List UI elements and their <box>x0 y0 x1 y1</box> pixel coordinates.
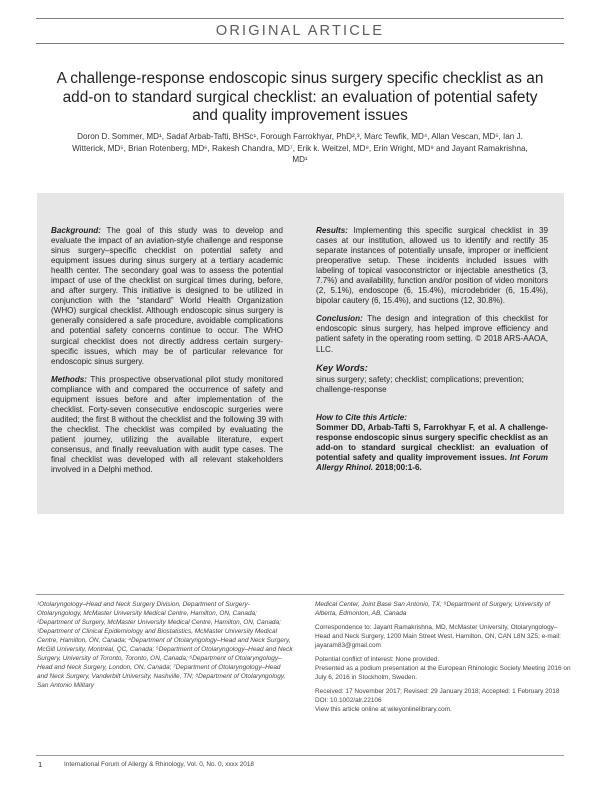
conflict-note: Potential conflict of interest: None provided. <box>315 655 440 663</box>
author-list: Doron D. Sommer, MD¹, Sadaf Arbab-Tafti, BHSc¹, Forough Farrokhyar, PhD²,³, Marc Tewfik, MD⁴, Allan Vescan, MD⁵, Ian J. Witterick, MD⁵, Brian Rotenberg, MD⁶, Rakesh Chandra, MD⁷, Erik k. Weitzel, MD⁸, Erin Wright, MD⁹ and Jayant Ramakrishna, MD¹ <box>72 132 528 165</box>
correspondence-note: Correspondence to: Jayant Ramakrishna, MD, McMaster University, Otolaryngology–Head and Neck Surgery, 1200 Main Street West, Hamilton, ON, CAN L8N 3Z5; e-mail: jayaram83@gmail.com <box>315 623 561 649</box>
footer-divider <box>36 755 564 756</box>
doi-note: DOI: 10.1002/alr.22106 <box>315 696 382 704</box>
abstract-right-column <box>316 226 548 473</box>
keywords-text: sinus surgery; safety; checklist; complications; prevention; challenge-response <box>316 374 524 394</box>
abstract-left-column <box>51 226 283 483</box>
received-dates: Received: 17 November 2017; Revised: 29 January 2018; Accepted: 1 February 2018 <box>315 687 560 695</box>
results-section <box>316 226 548 306</box>
citation-body: Sommer DD, Arbab-Tafti S, Farrokhyar F, et al. A challenge-response endoscopic sinus surgery specific checklist as an add-on to standard surgical checklist: an evaluation of potential safety and quality improvement issues. <box>316 422 548 462</box>
conclusion-section <box>316 314 548 354</box>
journal-footer: International Forum of Allergy & Rhinology, Vol. 0, No. 0, xxxx 2018 <box>64 761 254 768</box>
keywords-label: Key Words: <box>316 361 368 373</box>
page-number: 1 <box>38 760 43 769</box>
article-type-banner <box>36 18 564 44</box>
article-title: A challenge-response endoscopic sinus surgery specific checklist as an add-on to standard surgical checklist: an evaluation of potential safety and quality improvement issues <box>56 70 544 124</box>
citation-journal: Int Forum Allergy Rhinol. <box>316 452 548 472</box>
conclusion-label: Conclusion: <box>316 314 363 324</box>
results-text: Implementing this specific surgical checklist in 39 cases at our institution, allowed us to identify and rectify 35 separate instances of potentially unsafe, improper or inefficient preoperative setup. These incidents included issues with labeling of topical vasoconstrictor or injectable anesthetics (3, 7.7%) and availability, function and/or position of video monitors (2, 5.1%), endoscope (6, 15.4%), microdebrider (6, 15.4%), bipolar cautery (6, 15.4%), and suctions (12, 30.8%). <box>316 226 548 306</box>
affiliations-continued: Medical Center, Joint Base San Antonio, TX; ⁹Department of Surgery, University of Alberta, Edmonton, AB, Canada <box>315 601 551 617</box>
footnote-divider <box>36 594 564 595</box>
article-type-label: ORIGINAL ARTICLE <box>215 23 385 39</box>
citation-tail: 2018;00:1-6. <box>373 462 422 472</box>
affiliations-footnote: ¹Otolaryngology–Head and Neck Surgery Division, Department of Surgery-Otolaryngology, McMaster University Medical Centre, Hamilton, ON, Canada; ²Department of Surgery, McMaster University Medical Centre, Hamilton, ON, Canada; ³Department of Clinical Epidemiology and Biostatistics, McMaster University Medical Centre, Hamilton, ON, Canada; ⁴Department of Otolaryngology–Head and Neck Surgery, McGill University, Montréal, QC, Canada; ⁵Department of Otolaryngology–Head and Neck Surgery, University of Toronto, Toronto, ON, Canada; ⁶Department of Otolaryngology–Head and Neck Surgery, London, ON, Canada; ⁷Department of Otolaryngology–Head and Neck Surgery, Vanderbilt University, Nashville, TN; ⁸Department of Otolaryngology, San Antonio Military <box>37 601 293 689</box>
abstract-box <box>37 193 564 514</box>
conclusion-text: The design and integration of this checklist for endoscopic sinus surgery, has helped improve efficiency and patient safety in the operating room setting. © 2018 ARS-AAOA, LLC. <box>316 314 548 354</box>
background-text: The goal of this study was to develop and evaluate the impact of an aviation-style challenge and response sinus surgery–specific checklist on potential safety and equipment issues during sinus surgery at a tertiary academic health center. The secondary goal was to assess the potential impact of use of the checklist on surgical times during, before, and after surgery. This initiative is designed to be utilized in conjunction with the “standard” World Health Organization (WHO) surgical checklist. Although endoscopic sinus surgery is generally considered a safe procedure, avoidable complications and potential safety concerns continue to occur. The WHO surgical checklist does not directly address certain surgery-specific issues, which may be of particular relevance for endoscopic sinus surgery. <box>51 226 283 366</box>
citation-label: How to Cite this Article: <box>316 412 407 422</box>
results-label: Results: <box>316 226 348 235</box>
online-note: View this article online at wileyonlinelibrary.com. <box>315 705 452 713</box>
methods-label: Methods: <box>51 374 87 384</box>
methods-text: This prospective observational pilot study monitored compliance with and compared the occurrence of safety and equipment issues before and after implementation of the checklist. Forty-seven consecutive endoscopic surgeries were audited; the first 8 without the checklist and the following 39 with the checklist. The checklist was compiled by evaluating the patient journey, utilizing the available literature, expert consensus, and finally reevaluation with audit type cases. The final checklist was developed with all relevant stakeholders involved in a Delphi method. <box>51 374 283 475</box>
background-section <box>51 226 283 367</box>
citation-text <box>316 423 548 473</box>
footnotes-right <box>315 601 571 714</box>
presented-note: Presented as a podium presentation at the European Rhinologic Society Meeting 2016 on July 6, 2016 in Stockholm, Sweden. <box>315 664 571 681</box>
background-label: Background: <box>51 226 101 235</box>
methods-section <box>51 375 283 475</box>
